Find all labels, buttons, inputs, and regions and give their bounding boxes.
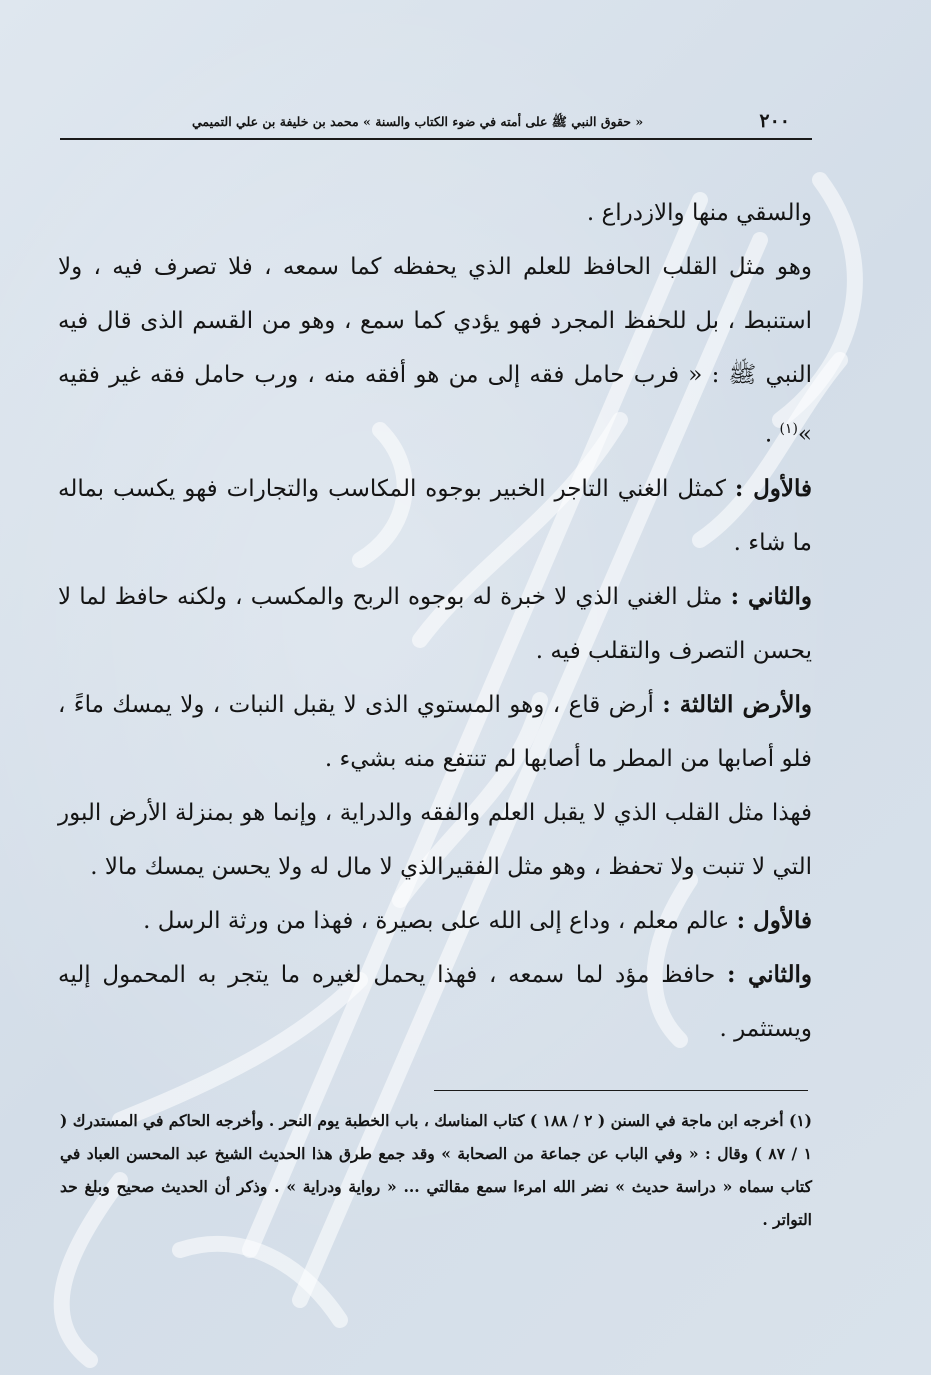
paragraph-1: والسقي منها والازدراع . — [586, 200, 812, 226]
paragraph-3 — [58, 462, 812, 570]
running-title: « حقوق النبي ﷺ على أمته في ضوء الكتاب والسنة » محمد بن خليفة بن علي التميمي — [192, 114, 644, 129]
paragraph-2-end: . — [764, 421, 780, 448]
paragraph-3-text: كمثل الغني التاجر الخبير بوجوه المكاسب والتجارات فهو يكسب بماله ما شاء . — [58, 475, 812, 556]
paragraph-5 — [58, 678, 812, 786]
paragraph-7-lead: فالأول : — [736, 906, 812, 934]
footnotes — [60, 1104, 812, 1236]
paragraph-7-text: عالم معلم ، وداع إلى الله على بصيرة ، فهذا من ورثة الرسل . — [143, 907, 737, 934]
paragraph-7 — [58, 894, 812, 948]
footnote-ref[interactable]: (١) — [779, 421, 798, 437]
paragraph-3-lead: فالأول : — [734, 474, 813, 502]
paragraph-5-lead: والأرض الثالثة : — [662, 690, 812, 718]
main-text — [58, 186, 812, 1056]
paragraph-5-text: أرض قاع ، وهو المستوي الذى لا يقبل النبات ، ولا يمسك ماءً ، فلو أصابها من المطر ما أصابها لم تنتفع منه بشيء . — [58, 691, 812, 772]
footnote-1: (١) أخرجه ابن ماجة في السنن ( ٢ / ١٨٨ ) كتاب المناسك ، باب الخطبة يوم النحر . وأخرجه الحاكم في المستدرك ( ١ / ٨٧ ) وقال : « وفي الباب عن جماعة من الصحابة » وقد جمع طرق هذا الحديث الشيخ عبد المحسن العباد في كتاب سماه « دراسة حديث » نضر الله امرءا سمع مقالتي ... « رواية ودراية » . وذكر أن الحديث صحيح وبلغ حد التواتر . — [60, 1111, 812, 1229]
paragraph-4-text: مثل الغني الذي لا خبرة له بوجوه الربح والمكسب ، ولكنه حافظ لما لا يحسن التصرف والتقلب فيه . — [58, 583, 812, 664]
paragraph-6: فهذا مثل القلب الذي لا يقبل العلم والفقه والدراية ، وإنما هو بمنزلة الأرض البور التي لا تنبت ولا تحفظ ، وهو مثل الفقيرالذي لا مال له ولا يحسن يمسك مالا . — [58, 799, 812, 880]
paragraph-8 — [58, 948, 812, 1056]
page-number: ٢٠٠ — [759, 110, 790, 132]
paragraph-8-lead: والثاني : — [727, 960, 812, 988]
paragraph-4 — [58, 570, 812, 678]
footnote-divider — [434, 1090, 808, 1091]
paragraph-2 — [58, 240, 812, 462]
paragraph-4-lead: والثاني : — [730, 582, 812, 610]
paragraph-2-text: وهو مثل القلب الحافظ للعلم الذي يحفظه كما سمعه ، فلا تصرف فيه ، ولا استنبط ، بل للحفظ المجرد فهو يؤدي كما سمع ، وهو من القسم الذى قال فيه النبي ﷺ : « فرب حامل فقه إلى من هو أفقه منه ، ورب حامل فقه غير فقيه » — [58, 254, 812, 448]
running-header — [60, 108, 812, 140]
paragraph-8-text: حافظ مؤد لما سمعه ، فهذا يحمل لغيره ما يتجر به المحمول إليه ويستثمر . — [58, 961, 812, 1042]
